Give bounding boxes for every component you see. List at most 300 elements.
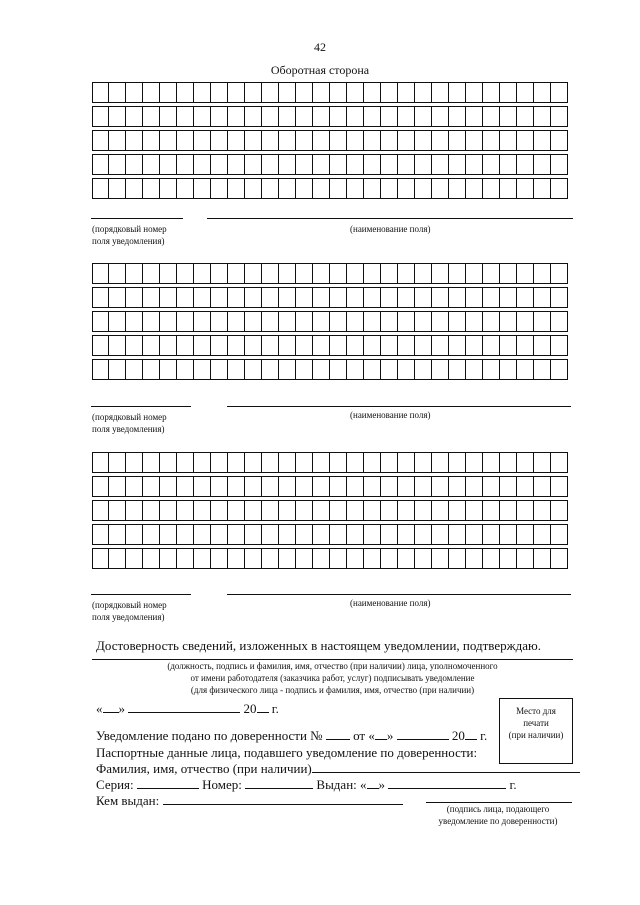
character-cell[interactable] [92,287,109,308]
character-cell[interactable] [414,452,432,473]
character-cell[interactable] [363,130,381,151]
issued-by-field[interactable] [163,794,403,805]
character-cell[interactable] [482,524,500,545]
character-cell[interactable] [278,154,296,175]
character-cell[interactable] [176,335,194,356]
character-cell[interactable] [363,548,381,569]
character-cell[interactable] [431,263,449,284]
character-cell[interactable] [397,82,415,103]
character-cell[interactable] [516,178,534,199]
character-cell[interactable] [380,130,398,151]
character-cell[interactable] [261,106,279,127]
character-cell[interactable] [533,524,551,545]
character-cell[interactable] [295,178,313,199]
character-cell[interactable] [142,287,160,308]
character-cell[interactable] [142,178,160,199]
character-cell[interactable] [159,263,177,284]
character-cell[interactable] [346,263,364,284]
character-cell[interactable] [482,452,500,473]
character-cell[interactable] [176,452,194,473]
character-cell[interactable] [142,476,160,497]
character-cell[interactable] [210,178,228,199]
character-cell[interactable] [176,548,194,569]
character-cell[interactable] [261,130,279,151]
character-cell[interactable] [448,178,466,199]
character-cell[interactable] [244,178,262,199]
character-cell[interactable] [261,452,279,473]
character-cell[interactable] [125,130,143,151]
character-cell[interactable] [499,476,517,497]
character-cell[interactable] [516,130,534,151]
character-cell[interactable] [108,500,126,521]
character-cell[interactable] [414,359,432,380]
character-cell[interactable] [278,82,296,103]
character-cell[interactable] [261,524,279,545]
character-cell[interactable] [550,263,568,284]
character-cell[interactable] [380,154,398,175]
character-cell[interactable] [516,452,534,473]
character-grid-block-3[interactable] [92,452,568,569]
character-cell[interactable] [346,130,364,151]
character-cell[interactable] [448,359,466,380]
character-cell[interactable] [108,548,126,569]
character-cell[interactable] [482,154,500,175]
character-cell[interactable] [176,154,194,175]
character-cell[interactable] [142,359,160,380]
character-cell[interactable] [533,335,551,356]
character-cell[interactable] [465,524,483,545]
character-cell[interactable] [193,130,211,151]
character-cell[interactable] [550,359,568,380]
character-cell[interactable] [261,82,279,103]
character-cell[interactable] [533,130,551,151]
character-cell[interactable] [142,82,160,103]
character-cell[interactable] [533,548,551,569]
character-cell[interactable] [261,500,279,521]
character-cell[interactable] [448,82,466,103]
character-cell[interactable] [261,359,279,380]
character-cell[interactable] [329,335,347,356]
character-cell[interactable] [414,287,432,308]
character-cell[interactable] [482,263,500,284]
character-cell[interactable] [380,263,398,284]
character-cell[interactable] [227,452,245,473]
character-cell[interactable] [278,311,296,332]
character-cell[interactable] [550,476,568,497]
character-cell[interactable] [92,335,109,356]
character-cell[interactable] [295,500,313,521]
character-cell[interactable] [533,359,551,380]
character-cell[interactable] [482,359,500,380]
character-cell[interactable] [210,548,228,569]
character-cell[interactable] [312,452,330,473]
character-cell[interactable] [295,311,313,332]
character-cell[interactable] [108,154,126,175]
character-cell[interactable] [142,548,160,569]
character-cell[interactable] [329,130,347,151]
character-cell[interactable] [499,335,517,356]
character-cell[interactable] [210,311,228,332]
character-cell[interactable] [346,524,364,545]
character-cell[interactable] [465,106,483,127]
character-cell[interactable] [142,130,160,151]
character-cell[interactable] [295,287,313,308]
character-cell[interactable] [465,287,483,308]
character-cell[interactable] [380,548,398,569]
character-cell[interactable] [550,500,568,521]
character-cell[interactable] [159,178,177,199]
character-cell[interactable] [516,500,534,521]
character-cell[interactable] [227,311,245,332]
character-cell[interactable] [244,500,262,521]
character-cell[interactable] [244,154,262,175]
character-cell[interactable] [244,335,262,356]
character-cell[interactable] [431,359,449,380]
character-cell[interactable] [227,524,245,545]
character-cell[interactable] [176,500,194,521]
character-cell[interactable] [482,476,500,497]
character-cell[interactable] [176,82,194,103]
character-cell[interactable] [465,178,483,199]
character-cell[interactable] [92,82,109,103]
passport-number-field[interactable] [245,778,313,789]
character-cell[interactable] [465,311,483,332]
character-cell[interactable] [550,106,568,127]
character-cell[interactable] [210,452,228,473]
character-cell[interactable] [227,263,245,284]
character-cell[interactable] [448,154,466,175]
character-cell[interactable] [346,106,364,127]
character-cell[interactable] [227,106,245,127]
character-cell[interactable] [159,106,177,127]
character-cell[interactable] [431,82,449,103]
character-cell[interactable] [380,500,398,521]
character-cell[interactable] [159,335,177,356]
character-cell[interactable] [261,548,279,569]
character-cell[interactable] [431,335,449,356]
character-cell[interactable] [499,82,517,103]
series-field[interactable] [137,778,199,789]
character-cell[interactable] [244,287,262,308]
character-cell[interactable] [278,359,296,380]
character-cell[interactable] [312,359,330,380]
character-cell[interactable] [397,287,415,308]
character-cell[interactable] [448,106,466,127]
character-cell[interactable] [261,476,279,497]
character-cell[interactable] [448,311,466,332]
character-cell[interactable] [465,476,483,497]
character-cell[interactable] [550,82,568,103]
character-cell[interactable] [261,263,279,284]
character-cell[interactable] [210,154,228,175]
character-cell[interactable] [210,476,228,497]
character-cell[interactable] [380,106,398,127]
character-cell[interactable] [363,106,381,127]
character-cell[interactable] [193,311,211,332]
character-cell[interactable] [92,548,109,569]
character-cell[interactable] [92,106,109,127]
character-cell[interactable] [261,311,279,332]
character-cell[interactable] [295,359,313,380]
character-cell[interactable] [108,130,126,151]
character-grid-block-1[interactable] [92,82,568,199]
character-cell[interactable] [448,452,466,473]
character-cell[interactable] [159,82,177,103]
character-cell[interactable] [499,263,517,284]
character-cell[interactable] [142,524,160,545]
character-cell[interactable] [210,335,228,356]
character-cell[interactable] [363,476,381,497]
character-cell[interactable] [397,335,415,356]
character-cell[interactable] [210,130,228,151]
character-cell[interactable] [550,287,568,308]
character-cell[interactable] [465,263,483,284]
character-cell[interactable] [312,311,330,332]
character-cell[interactable] [516,524,534,545]
character-cell[interactable] [278,178,296,199]
character-cell[interactable] [363,335,381,356]
character-cell[interactable] [465,130,483,151]
character-cell[interactable] [295,476,313,497]
character-cell[interactable] [261,178,279,199]
character-cell[interactable] [159,130,177,151]
character-cell[interactable] [329,548,347,569]
character-cell[interactable] [465,500,483,521]
character-cell[interactable] [176,287,194,308]
character-cell[interactable] [244,476,262,497]
character-cell[interactable] [482,82,500,103]
character-cell[interactable] [278,500,296,521]
character-cell[interactable] [244,452,262,473]
character-cell[interactable] [533,263,551,284]
character-cell[interactable] [499,500,517,521]
year-field[interactable] [257,702,269,713]
character-cell[interactable] [261,335,279,356]
character-cell[interactable] [499,311,517,332]
character-cell[interactable] [550,311,568,332]
character-cell[interactable] [516,335,534,356]
character-cell[interactable] [346,476,364,497]
character-cell[interactable] [431,154,449,175]
character-cell[interactable] [193,359,211,380]
character-cell[interactable] [516,287,534,308]
character-cell[interactable] [397,130,415,151]
character-cell[interactable] [278,263,296,284]
character-cell[interactable] [414,548,432,569]
character-cell[interactable] [92,476,109,497]
character-cell[interactable] [397,106,415,127]
character-cell[interactable] [92,130,109,151]
character-cell[interactable] [499,130,517,151]
character-cell[interactable] [142,500,160,521]
character-cell[interactable] [346,359,364,380]
fio-field[interactable] [312,762,580,773]
character-cell[interactable] [108,263,126,284]
character-cell[interactable] [159,548,177,569]
character-cell[interactable] [125,335,143,356]
character-cell[interactable] [533,106,551,127]
character-cell[interactable] [92,359,109,380]
character-cell[interactable] [516,82,534,103]
character-cell[interactable] [312,82,330,103]
character-cell[interactable] [431,500,449,521]
character-cell[interactable] [108,335,126,356]
character-cell[interactable] [108,287,126,308]
character-cell[interactable] [550,154,568,175]
character-cell[interactable] [380,359,398,380]
character-cell[interactable] [295,106,313,127]
character-cell[interactable] [414,106,432,127]
character-cell[interactable] [295,82,313,103]
character-cell[interactable] [312,287,330,308]
character-cell[interactable] [465,359,483,380]
character-cell[interactable] [108,311,126,332]
character-cell[interactable] [482,548,500,569]
character-cell[interactable] [448,263,466,284]
character-cell[interactable] [176,311,194,332]
character-cell[interactable] [159,359,177,380]
character-cell[interactable] [346,500,364,521]
character-cell[interactable] [414,500,432,521]
character-cell[interactable] [533,476,551,497]
character-cell[interactable] [92,500,109,521]
character-cell[interactable] [278,452,296,473]
character-cell[interactable] [380,287,398,308]
character-cell[interactable] [159,154,177,175]
character-cell[interactable] [431,548,449,569]
character-cell[interactable] [312,476,330,497]
character-cell[interactable] [329,106,347,127]
character-cell[interactable] [499,178,517,199]
character-cell[interactable] [550,548,568,569]
character-cell[interactable] [482,130,500,151]
character-cell[interactable] [346,548,364,569]
character-cell[interactable] [159,524,177,545]
character-cell[interactable] [108,178,126,199]
character-cell[interactable] [210,106,228,127]
character-cell[interactable] [516,476,534,497]
character-cell[interactable] [125,106,143,127]
character-cell[interactable] [193,335,211,356]
character-cell[interactable] [380,335,398,356]
character-cell[interactable] [346,452,364,473]
character-cell[interactable] [448,130,466,151]
character-cell[interactable] [499,452,517,473]
proxy-year-field[interactable] [465,729,477,740]
character-cell[interactable] [295,548,313,569]
character-cell[interactable] [363,500,381,521]
character-cell[interactable] [380,524,398,545]
character-cell[interactable] [193,524,211,545]
character-cell[interactable] [363,263,381,284]
character-cell[interactable] [533,287,551,308]
character-cell[interactable] [159,287,177,308]
character-cell[interactable] [92,311,109,332]
character-cell[interactable] [533,452,551,473]
character-cell[interactable] [278,476,296,497]
character-cell[interactable] [516,106,534,127]
character-cell[interactable] [193,548,211,569]
character-cell[interactable] [533,311,551,332]
character-cell[interactable] [125,476,143,497]
issued-day-field[interactable] [367,778,379,789]
character-cell[interactable] [108,452,126,473]
character-cell[interactable] [92,263,109,284]
character-cell[interactable] [482,335,500,356]
character-cell[interactable] [550,178,568,199]
character-cell[interactable] [414,263,432,284]
character-cell[interactable] [125,452,143,473]
character-cell[interactable] [210,359,228,380]
character-cell[interactable] [482,287,500,308]
character-cell[interactable] [431,130,449,151]
character-cell[interactable] [499,287,517,308]
character-cell[interactable] [431,178,449,199]
character-cell[interactable] [108,82,126,103]
character-cell[interactable] [244,130,262,151]
character-cell[interactable] [159,476,177,497]
character-cell[interactable] [482,311,500,332]
character-cell[interactable] [176,130,194,151]
character-cell[interactable] [278,524,296,545]
character-cell[interactable] [176,476,194,497]
character-cell[interactable] [176,524,194,545]
character-cell[interactable] [516,154,534,175]
character-cell[interactable] [210,287,228,308]
issued-date-field[interactable] [388,778,506,789]
character-cell[interactable] [380,311,398,332]
character-cell[interactable] [465,335,483,356]
character-cell[interactable] [244,311,262,332]
character-cell[interactable] [329,359,347,380]
character-cell[interactable] [329,263,347,284]
character-cell[interactable] [499,359,517,380]
character-cell[interactable] [550,130,568,151]
character-cell[interactable] [431,311,449,332]
character-cell[interactable] [108,476,126,497]
character-cell[interactable] [92,524,109,545]
character-cell[interactable] [533,500,551,521]
character-cell[interactable] [295,154,313,175]
character-grid-block-2[interactable] [92,263,568,380]
character-cell[interactable] [125,287,143,308]
character-cell[interactable] [414,524,432,545]
character-cell[interactable] [244,82,262,103]
character-cell[interactable] [499,106,517,127]
character-cell[interactable] [312,130,330,151]
character-cell[interactable] [210,263,228,284]
character-cell[interactable] [448,476,466,497]
character-cell[interactable] [227,500,245,521]
character-cell[interactable] [159,452,177,473]
character-cell[interactable] [448,287,466,308]
character-cell[interactable] [533,178,551,199]
character-cell[interactable] [142,335,160,356]
character-cell[interactable] [278,106,296,127]
character-cell[interactable] [363,359,381,380]
character-cell[interactable] [125,548,143,569]
character-cell[interactable] [329,524,347,545]
character-cell[interactable] [278,130,296,151]
character-cell[interactable] [397,476,415,497]
character-cell[interactable] [414,476,432,497]
character-cell[interactable] [142,311,160,332]
character-cell[interactable] [125,311,143,332]
character-cell[interactable] [125,154,143,175]
character-cell[interactable] [516,548,534,569]
character-cell[interactable] [278,335,296,356]
character-cell[interactable] [125,178,143,199]
